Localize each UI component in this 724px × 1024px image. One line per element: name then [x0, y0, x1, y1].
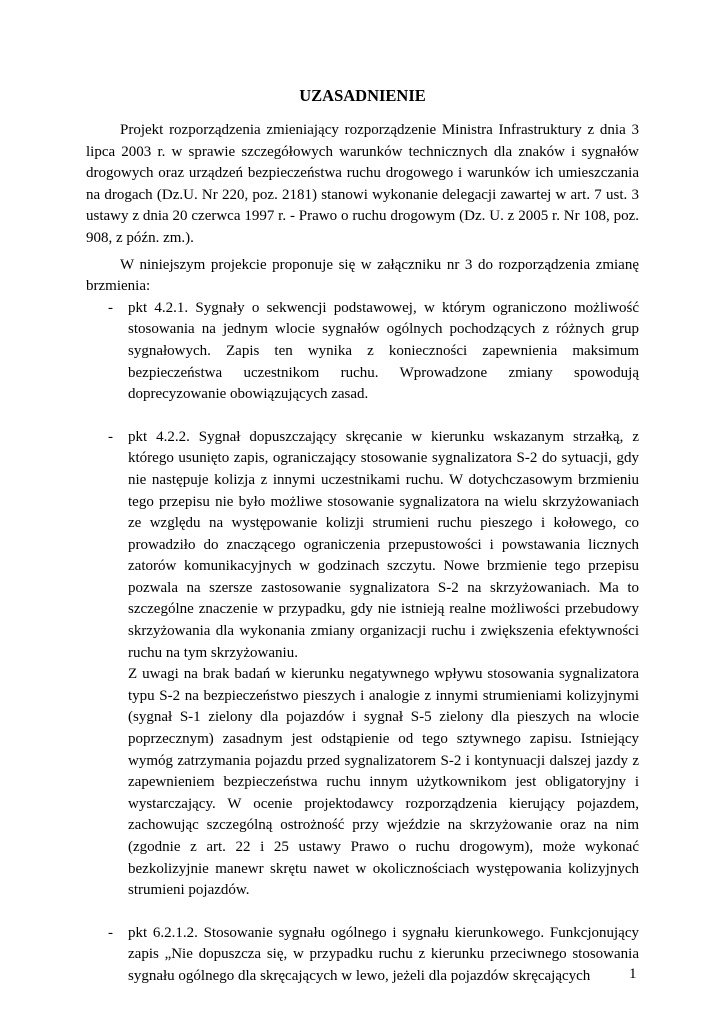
list-item-paragraph: pkt 6.2.1.2. Stosowanie sygnału ogólnego i sygnału kierunkowego. Funkcjonujący zapis „Nie dopuszcza się, w przypadku ruchu z kierunku przeciwnego stosowania sygnału ogólnego dla skręcających w lewo, jeżeli dla pojazdów skręcających [128, 924, 639, 984]
document-page [86, 86, 639, 988]
list-item-paragraph: pkt 4.2.1. Sygnały o sekwencji podstawowej, w którym ograniczono możliwość stosowania na jednym wlocie sygnałów ogólnych pochodzących z różnych grup sygnałowych. Zapis ten wynika z konieczności zapewnienia maksimum bezpieczeństwa uczestnikom ruchu. Wprowadzone zmiany spowodują doprecyzowanie obowiązujących zasad. [128, 299, 639, 403]
intro-paragraph: Projekt rozporządzenia zmieniający rozporządzenie Ministra Infrastruktury z dnia 3 lipca 2003 r. w sprawie szczegółowych warunków technicznych dla znaków i sygnałów drogowych oraz urządzeń bezpieczeństwa ruchu drogowego i warunków ich umieszczania na drogach (Dz.U. Nr 220, poz. 2181) stanowi wykonanie delegacji zawartej w art. 7 ust. 3 ustawy z dnia 20 czerwca 1997 r. - Prawo o ruchu drogowym (Dz. U. z 2005 r. Nr 108, poz. 908, z późn. zm.). [86, 122, 639, 246]
list-bullet: - [108, 924, 113, 941]
list-bullet: - [108, 299, 113, 316]
list-item-paragraph: pkt 4.2.2. Sygnał dopuszczający skręcanie w kierunku wskazanym strzałką, z którego usunięto zapis, ograniczający stosowanie sygnalizatora S-2 do sytuacji, gdy nie następuje kolizja z innymi uczestnikami ruchu. W dotychczasowym brzmieniu tego przepisu nie było możliwe stosowanie sygnalizatora na wielu skrzyżowaniach ze względu na występowanie kolizji strumieni ruchu pieszego i kołowego, co prowadziło do znaczącego ograniczenia przepustowości i powstawania licznych zatorów komunikacyjnych w godzinach szczytu. Nowe brzmienie tego przepisu pozwala na szersze zastosowanie sygnalizatora S-2 na skrzyżowaniach. Ma to szczególne znaczenie w przypadku, gdy nie istnieją realne możliwości przebudowy skrzyżowania dla wykonania zmiany organizacji ruchu i zwiększenia efektywności ruchu na tym skrzyżowaniu. [128, 428, 639, 661]
second-paragraph: W niniejszym projekcie proponuje się w załączniku nr 3 do rozporządzenia zmianę brzmienia: [86, 256, 639, 295]
list-item [86, 298, 639, 406]
amendment-list [86, 298, 639, 988]
list-item [86, 427, 639, 902]
list-item [86, 923, 639, 988]
document-title: UZASADNIENIE [299, 86, 426, 105]
page-number: 1 [629, 966, 637, 982]
list-bullet: - [108, 428, 113, 445]
list-item-paragraph: Z uwagi na brak badań w kierunku negatywnego wpływu stosowania sygnalizatora typu S-2 na bezpieczeństwo pieszych i analogie z innymi strumieniami kolizyjnymi (sygnał S-1 zielony dla pojazdów i sygnał S-5 zielony dla pieszych na wlocie poprzecznym) zasadnym jest odstąpienie od tego sztywnego zapisu. Istniejący wymóg zatrzymania pojazdu przed sygnalizatorem S-2 i kontynuacji dalszej jazdy z zapewnieniem bezpieczeństwa ruchu innym użytkownikom jest obligatoryjny i wystarczający. W ocenie projektodawcy rozporządzenia kierujący pojazdem, zachowując szczególną ostrożność przy wjeździe na skrzyżowanie oraz na nim (zgodnie z art. 22 i 25 ustawy Prawo o ruchu drogowym), może wykonać bezkolizyjnie manewr skrętu nawet w okolicznościach występowania kolizyjnych strumieni pojazdów. [128, 666, 639, 899]
